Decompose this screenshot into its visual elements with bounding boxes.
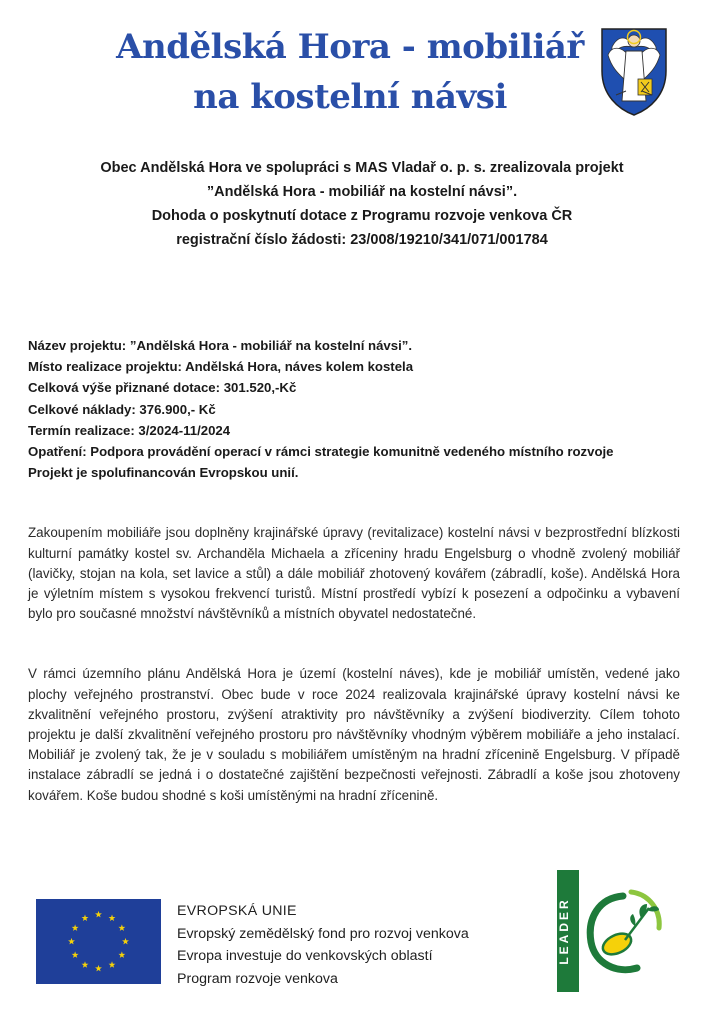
info-total-costs: Celkové náklady: 376.900,- Kč	[28, 401, 216, 417]
intro-statement	[40, 156, 684, 252]
title-line-2: na kostelní návsi	[193, 77, 507, 117]
title-line-1: Andělská Hora - mobiliář	[116, 27, 584, 67]
intro-line-3: Dohoda o poskytnutí dotace z Programu rozvoje venkova ČR	[151, 208, 573, 224]
info-project-name: Název projektu: ”Andělská Hora - mobiliář na kostelní návsi”.	[28, 338, 413, 353]
leader-logo-text: LEADER	[557, 897, 571, 965]
project-info	[28, 335, 698, 483]
paragraph-1: Zakoupením mobiliáře jsou doplněny krajinářské úpravy (revitalizace) kostelní návsi v bezprostřední blízkosti kulturní památky kostel sv. Archanděla Michaela a zříceniny hradu Engelsburg o vhodně zvolený mobiliář (lavičky, stojan na kola, set lavice a stůl) a dále mobiliář zhotovený kovářem (zábradlí, koše). Andělská Hora je výletním místem s vysokou frekvencí turistů. Místní prostředí vybízí k posezení a odpočinku a vybavení bylo pro současné množství návštěvníků a místních obyvatel nedostatečné.	[28, 525, 680, 622]
coat-of-arms-icon	[598, 25, 670, 117]
intro-line-1: Obec Andělská Hora ve spolupráci s MAS Vladař o. p. s. zrealizovala projekt	[100, 160, 624, 176]
info-location: Místo realizace projektu: Andělská Hora, náves kolem kostela	[28, 359, 414, 375]
info-measure: Opatření: Podpora provádění operací v rámci strategie komunitně vedeného místního rozvoje	[28, 444, 614, 460]
intro-line-2: ”Andělská Hora - mobiliář na kostelní návsi”.	[206, 184, 518, 200]
paragraph-2: V rámci územního plánu Andělská Hora je území (kostelní náves), kde je mobiliář umístěn, vedené jako plochy veřejného prostranství. Obec bude v roce 2024 realizovala krajinářské úpravy kostelní návsi ke zkvalitnění veřejného prostoru, zvýšení atraktivity pro návštěvníky a zvýšení biodiverzity. Cílem tohoto projektu je další zkvalitnění veřejného prostoru pro návštěvníky vhodným výběrem mobiliáře a jeho instalací. Mobiliář je zvolený tak, že je v souladu s mobiliářem umístěným na hradní zřícenině Engelsburg. V případě instalace zábradlí se jedná i o dostatečné zajištění bezpečnosti veřejnosti. Zábradlí a koše jsou zhotoveny kovářem. Koše budou shodné s koši umístěnými na hradní zřícenině.	[28, 666, 680, 803]
eu-funding-text	[177, 900, 537, 990]
leader-logo-icon	[557, 870, 673, 992]
info-cofinancing: Projekt je spolufinancován Evropskou unií.	[28, 465, 299, 481]
intro-line-4: registrační číslo žádosti: 23/008/19210/341/071/001784	[176, 232, 548, 248]
info-term: Termín realizace: 3/2024-11/2024	[28, 422, 231, 438]
info-subsidy: Celková výše přiznané dotace: 301.520,-Kč	[28, 380, 297, 396]
eu-line-2: Evropský zemědělský fond pro rozvoj venkova	[177, 925, 469, 942]
eu-line-3: Evropa investuje do venkovských oblastí	[177, 948, 433, 964]
page-title	[100, 22, 600, 122]
eu-line-1: EVROPSKÁ UNIE	[177, 903, 297, 919]
eu-line-4: Program rozvoje venkova	[177, 970, 338, 987]
eu-flag-icon	[36, 899, 161, 984]
